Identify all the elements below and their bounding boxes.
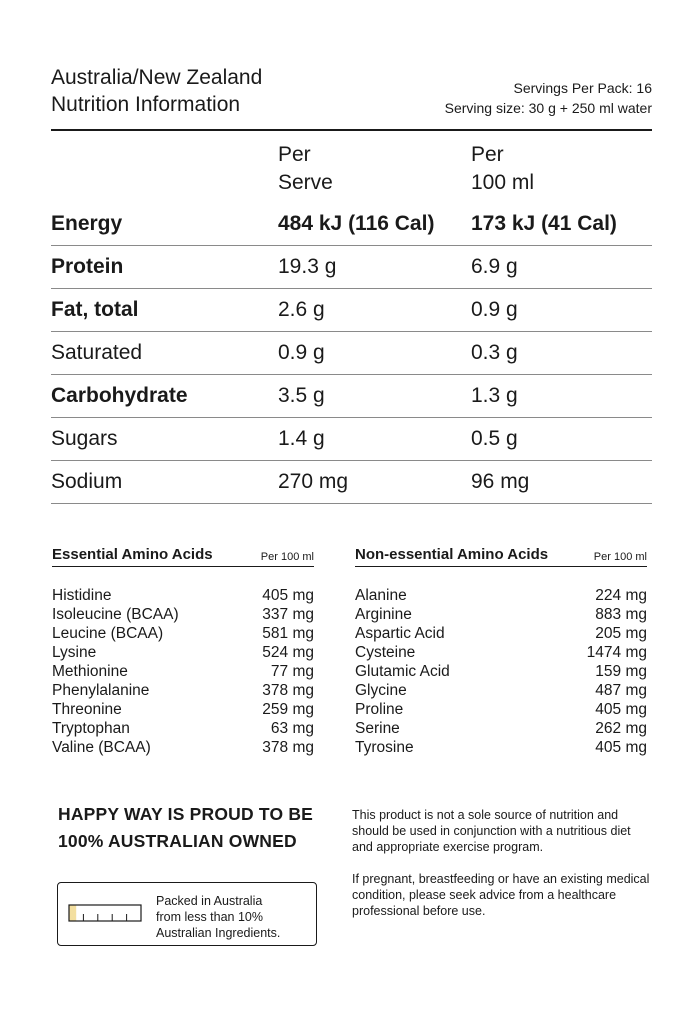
amino-name: Phenylalanine [52,682,150,699]
list-item [355,700,647,719]
essential-amino-acids-table [52,546,314,757]
australian-owned-statement [58,801,313,855]
nutrient-name: Sugars [51,427,118,450]
list-item [355,586,647,605]
nutrient-per-100ml: 0.9 g [471,298,518,321]
amino-value: 487 mg [595,682,647,699]
column-heading-per-100ml-line-1: Per [471,143,504,166]
amino-name: Tyrosine [355,739,414,756]
gauge-outline [69,905,141,921]
list-item [52,719,314,738]
medical-advice-note: If pregnant, breastfeeding or have an existing medical condition, please seek advice from a healthcare professional before use. [352,872,650,918]
nutrient-name: Energy [51,212,123,235]
nutrient-per-100ml: 6.9 g [471,255,518,278]
nonessential-amino-unit: Per 100 ml [593,551,647,563]
nutrient-per-serve: 484 kJ (116 Cal) [278,212,435,235]
australian-owned-line-1: HAPPY WAY IS PROUD TO BE [58,804,314,824]
list-item [52,586,314,605]
packed-line-2: from less than 10% [156,910,263,924]
amino-value: 524 mg [262,644,314,661]
nutrient-per-serve: 0.9 g [278,341,325,364]
amino-value: 77 mg [270,663,314,680]
amino-name: Leucine (BCAA) [52,625,164,642]
amino-value: 159 mg [595,663,647,680]
list-item [355,719,647,738]
amino-name: Cysteine [355,644,416,661]
amino-value: 259 mg [262,701,314,718]
list-item [355,681,647,700]
amino-value: 581 mg [262,625,314,642]
nonessential-amino-header [355,546,647,567]
packed-line-1: Packed in Australia [156,894,263,908]
country-of-origin-label [57,882,317,946]
servings-per-pack: Servings Per Pack: 16 [513,80,652,96]
list-item [52,605,314,624]
amino-name: Proline [355,701,404,718]
nutrient-per-100ml: 0.5 g [471,427,518,450]
amino-value: 883 mg [595,606,647,623]
essential-amino-title: Essential Amino Acids [52,546,213,563]
nutrient-per-100ml: 96 mg [471,470,530,493]
list-item [52,624,314,643]
amino-value: 405 mg [595,739,647,756]
panel-title [51,64,262,118]
top-divider [51,129,652,131]
amino-name: Histidine [52,587,112,604]
nutrient-per-serve: 19.3 g [278,255,337,278]
list-item [52,738,314,757]
amino-value: 63 mg [270,720,314,737]
amino-value: 262 mg [595,720,647,737]
nutrient-per-serve: 3.5 g [278,384,325,407]
amino-value: 1474 mg [586,644,647,661]
amino-value: 224 mg [595,587,647,604]
amino-name: Valine (BCAA) [52,739,151,756]
nutrient-name: Carbohydrate [51,384,188,407]
serving-info [445,78,652,118]
nutrition-row-saturated [51,331,652,375]
amino-name: Methionine [52,663,128,680]
nutrient-per-100ml: 0.3 g [471,341,518,364]
amino-name: Glutamic Acid [355,663,450,680]
serving-size: Serving size: 30 g + 250 ml water [444,100,652,116]
amino-value: 205 mg [595,625,647,642]
australian-owned-line-2: 100% AUSTRALIAN OWNED [58,831,297,851]
amino-value: 378 mg [262,682,314,699]
amino-name: Glycine [355,682,407,699]
amino-name: Serine [355,720,400,737]
nonessential-amino-list [355,586,647,757]
amino-name: Aspartic Acid [355,625,445,642]
amino-name: Arginine [355,606,412,623]
nutrient-per-serve: 2.6 g [278,298,325,321]
nonessential-amino-acids-table [355,546,647,757]
amino-name: Alanine [355,587,407,604]
nutrition-row-sugars [51,417,652,461]
amino-value: 405 mg [595,701,647,718]
nutrient-name: Sodium [51,470,123,493]
nutrient-name: Protein [51,255,124,278]
column-heading-per-serve [278,141,333,197]
australian-ingredients-gauge [68,904,142,922]
gauge-fill [69,905,76,921]
advisory-notes [352,807,652,935]
nutrition-row-sodium [51,460,652,504]
nutrient-per-100ml: 173 kJ (41 Cal) [471,212,617,235]
list-item [355,624,647,643]
list-item [355,738,647,757]
nutrient-per-serve: 1.4 g [278,427,325,450]
list-item [52,681,314,700]
amino-name: Lysine [52,644,97,661]
essential-amino-header [52,546,314,567]
column-heading-per-100ml [471,141,534,197]
list-item [355,605,647,624]
nutrition-row-protein [51,245,652,289]
list-item [355,643,647,662]
panel-title-line-2: Nutrition Information [51,93,241,116]
nutrition-row-fat-total [51,288,652,332]
sole-source-note: This product is not a sole source of nutrition and should be used in conjunction with a nutritious diet and appropriate exercise program. [352,808,631,854]
amino-value: 405 mg [262,587,314,604]
nutrition-row-carbohydrate [51,374,652,418]
column-heading-per-serve-line-1: Per [278,143,311,166]
list-item [355,662,647,681]
nutrient-per-serve: 270 mg [278,470,349,493]
panel-title-line-1: Australia/New Zealand [51,66,263,89]
nutrition-row-energy [51,202,652,246]
list-item [52,643,314,662]
amino-name: Isoleucine (BCAA) [52,606,179,623]
packed-line-3: Australian Ingredients. [156,926,281,940]
list-item [52,700,314,719]
list-item [52,662,314,681]
amino-name: Tryptophan [52,720,130,737]
essential-amino-list [52,586,314,757]
nonessential-amino-title: Non-essential Amino Acids [355,546,549,563]
column-heading-per-100ml-line-2: 100 ml [471,171,535,194]
packed-in-australia-text [156,893,280,941]
amino-value: 337 mg [262,606,314,623]
nutrient-per-100ml: 1.3 g [471,384,518,407]
column-heading-per-serve-line-2: Serve [278,171,333,194]
amino-name: Threonine [52,701,122,718]
nutrient-name: Fat, total [51,298,139,321]
essential-amino-unit: Per 100 ml [260,551,314,563]
amino-value: 378 mg [262,739,314,756]
nutrient-name: Saturated [51,341,143,364]
